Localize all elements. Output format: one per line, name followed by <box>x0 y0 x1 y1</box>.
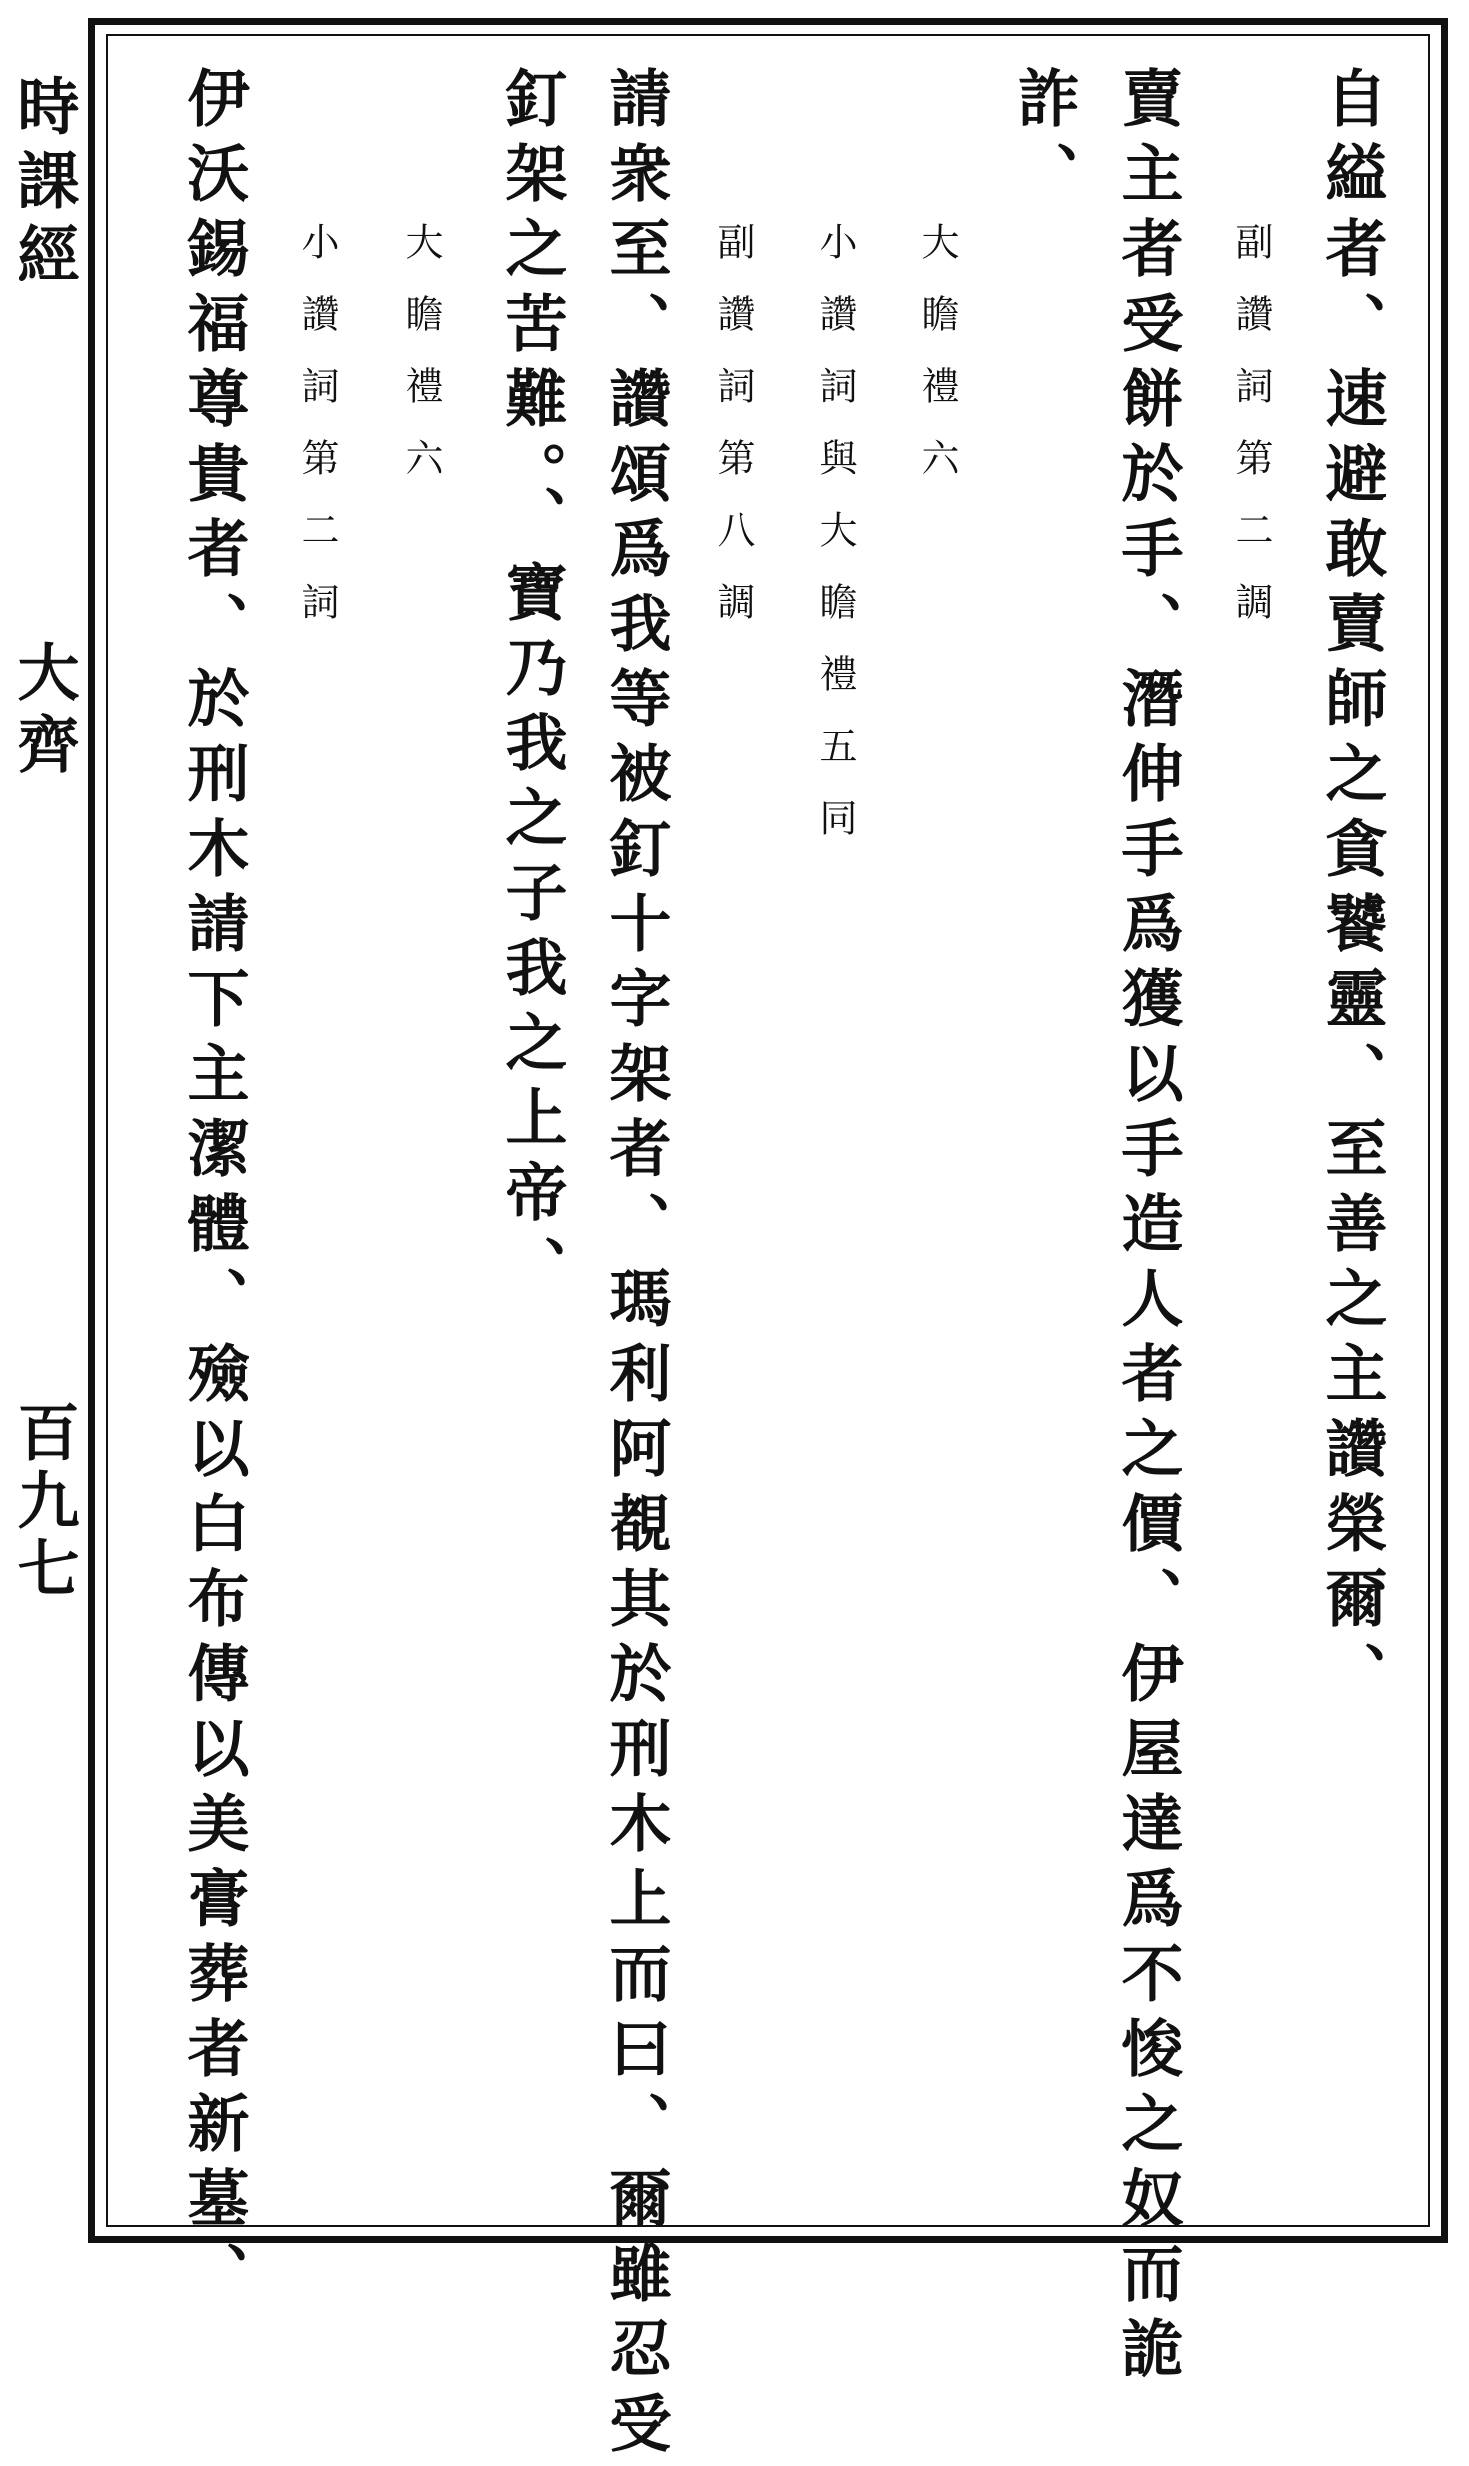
rubric-column-6: 小讚詞第二詞 <box>295 222 339 654</box>
text-column-6: 伊沃錫福尊貴者、於刑木請下主潔體、殮以白布傳以美膏葬者新墓、 <box>177 66 250 2316</box>
book-title: 時課經 <box>7 74 80 296</box>
text-column-5: 釘架之苦難。、寶乃我之子我之上帝、 <box>495 66 568 1310</box>
page-number: 百九七 <box>7 1400 80 1604</box>
rubric-column-5: 大瞻禮六 <box>399 222 443 510</box>
section-title: 大齊 <box>7 640 80 784</box>
text-column-2: 賣主者受餅於手、潛伸手爲獲以手造人者之價、伊屋達爲不悛之奴而詭 <box>1111 66 1184 2391</box>
text-column-4: 請衆至、讚頌爲我等被釘十字架者、瑪利阿覩其於刑木上而曰、爾雖忍受 <box>599 66 672 2466</box>
rubric-column-1: 副讚詞第二調 <box>1229 222 1273 654</box>
text-column-1: 自縊者、速避敢賣師之貪饕靈、至善之主讚榮爾、 <box>1315 66 1388 1716</box>
rubric-column-2: 大瞻禮六 <box>915 222 959 510</box>
text-column-3: 詐、 <box>1007 66 1080 216</box>
rubric-column-4: 副讚詞第八調 <box>711 222 755 654</box>
rubric-column-3: 小讚詞與大瞻禮五同 <box>813 222 857 870</box>
